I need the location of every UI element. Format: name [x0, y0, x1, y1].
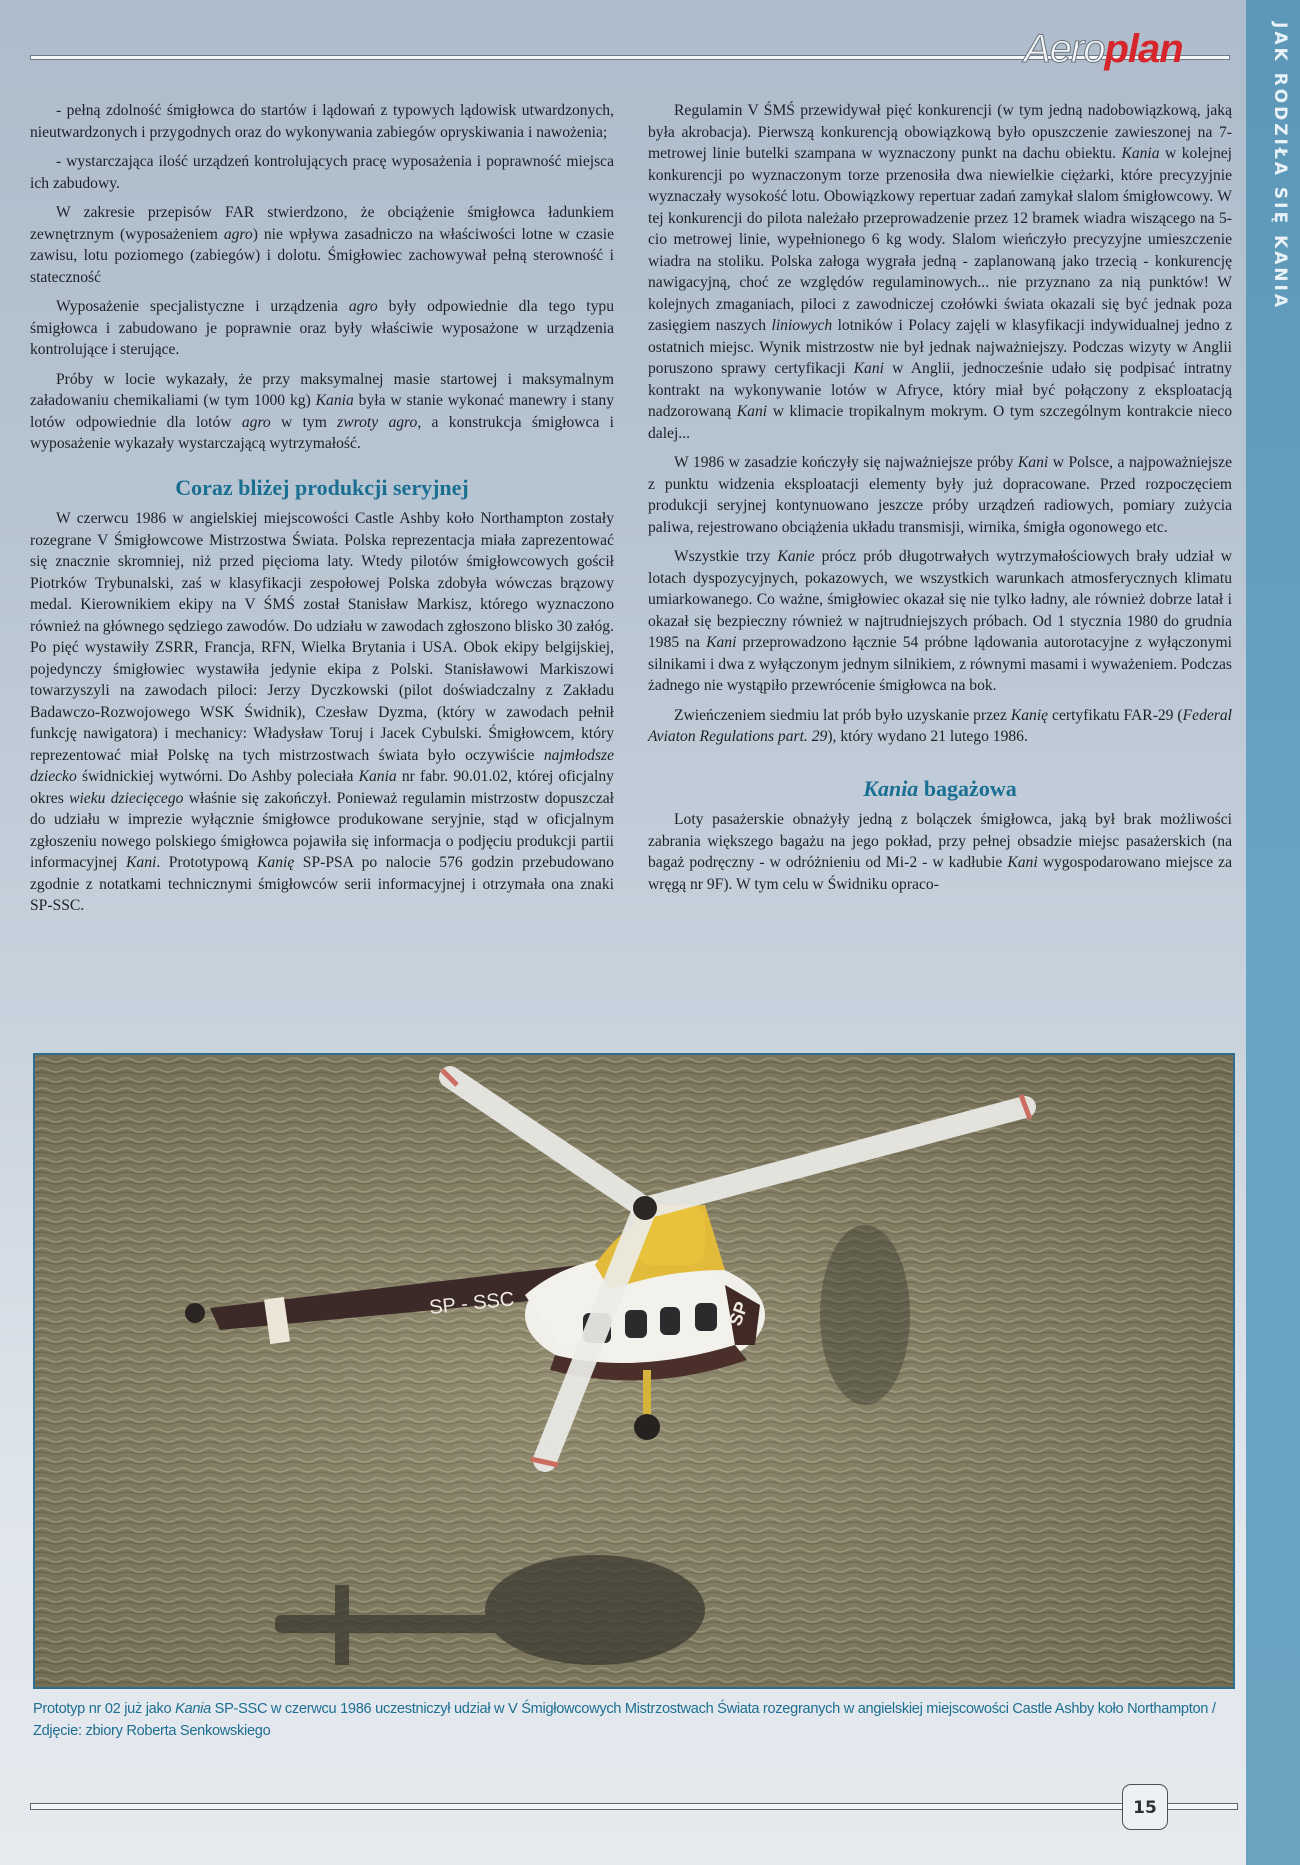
- logo-part-aero: Aero: [1024, 27, 1105, 71]
- italic-term: zwroty agro: [337, 413, 418, 431]
- italic-term: Kania: [1121, 145, 1160, 162]
- footer-rule: [30, 1803, 1238, 1810]
- logo-part-plan: plan: [1104, 27, 1183, 71]
- italic-term: wieku dziecięcego: [69, 789, 184, 807]
- italic-term: Kani: [853, 360, 884, 377]
- section-side-strip: [1246, 0, 1300, 1865]
- italic-term: najmłodsze dziecko: [30, 746, 614, 785]
- italic-term: Kania: [358, 768, 397, 785]
- italic-term: Kanię: [1010, 706, 1049, 724]
- paragraph: - pełną zdolność śmigłowca do startów i lądowań z typowych lądowisk utwardzonych, nieutwardzonych i przygodnych oraz do wykonywania zabiegów opryskiwania i nawożenia;: [30, 102, 614, 141]
- italic-term: agro: [348, 298, 378, 315]
- right-column: [648, 100, 1232, 903]
- photo-caption: [33, 1698, 1238, 1742]
- paragraph: W 1986 w zasadzie kończyły się najważniejsze próby Kani w Polsce, a najpoważniejsze z punktu widzenia eksploatacji elementy były już dopracowane. Przed rozpoczęciem produkcji seryjnej kontynuowano jeszcze próby urządzeń radiowych, pomiary zużycia paliwa, rejestrowano obciążenia układu transmisji, wirnika, śmigła ogonowego etc.: [648, 454, 1232, 536]
- caption-text: Prototyp nr 02 już jako: [33, 1701, 176, 1717]
- paragraph: Loty pasażerskie obnażyły jedną z bolączek śmigłowca, jaką był brak możliwości zabrania większego bagażu na jego pokład, przy pełnej obsadzie miejsc pasażerskich (na bagaż podręczny - w odróżnieniu od Mi-2 - w kadłubie Kani wygospodarowano miejsce za wręgą nr 9F). W tym celu w Świdniku opraco-: [648, 811, 1232, 893]
- paragraph: Wyposażenie specjalistyczne i urządzenia agro były odpowiednie dla tego typu śmigłowca i zabudowano je poprawnie oraz były właściwie wyposażone w urządzenia kontrolujące i sterujące.: [30, 298, 614, 358]
- paragraph: Wszystkie trzy Kanie prócz prób długotrwałych wytrzymałościowych brały udział w lotach dyspozycyjnych, pokazowych, we wszystkich warunkach atmosferycznych klimatu umiarkowanego. Co ważne, śmigłowiec okazał się nie tylko ładny, ale również dobrze latał i okazał się bezpieczny również w najtrudniejszych próbach. Od 1 stycznia 1980 do grudnia 1985 na Kani przeprowadzono łącznie 54 próbne lądowania autorotacyjne z wyłączonymi silnikami i dwa z wyłączonym jednym silnikiem, z równymi masami i wyważeniem. Podczas żadnego nie wystąpiło przewrócenie śmigłowca na bok.: [648, 548, 1233, 694]
- italic-term: Kani: [126, 854, 157, 871]
- paragraph: Próby w locie wykazały, że przy maksymalnej masie startowej i maksymalnym załadowaniu chemikaliami (w tym 1000 kg) Kania była w stanie wykonać manewry i stany lotów odpowiednie dla lotów agro w tym zwroty agro, a konstrukcja śmigłowca i wyposażenie wykazały wystarczającą wytrzymałość.: [30, 370, 615, 452]
- italic-term: Kani: [1017, 454, 1049, 471]
- italic-term: liniowych: [771, 317, 833, 334]
- heading-italic: Kania: [863, 775, 919, 801]
- helicopter-illustration: [35, 1055, 1233, 1687]
- paragraph: Regulamin V ŚMŚ przewidywał pięć konkurencji (w tym jedną nadobowiązkową, jaką była akrobacja). Pierwszą konkurencją obowiązkową było opuszczenie zawieszonej na 7-metrowej linie butelki szampana w wyznaczony punkt na dachu obiektu. Kania w kolejnej konkurencji po wyznaczonym torze przenosiła dwa niewielkie ciężarki, które precyzyjnie wyznaczały wysokość lotu. Obowiązkowy repertuar zadań zamykał slalom śmigłowcowy. W tej konkurencji do pilota należało przeprowadzenie przez 12 bramek wiadra wiszącego na 5-cio metrowej linie, wypełnionego 6 kg wody. Slalom wieńczyło precyzyjne umieszczenie wiadra na stoliku. Polska załoga wygrała jedną - zaplanowaną jako trzecią - konkurencję nawigacyjną, choć ze względów regulaminowych... nie przyznano za nią punktów! W kolejnych zmaganiach, piloci z zawodniczej czołówki świata okazali się być jednak poza zasięgiem naszych liniowych lotników i Polacy zajęli w klasyfikacji indywidualnej jedno z ostatnich miejsc. Wynik mistrzostw nie był jednak najważniejszy. Podczas wizyty w Anglii poruszono sprawy certyfikacji Kani w Anglii, jednocześnie udało się podpisać intratny kontrakt na wykonywanie lotów w Afryce, który miał być połączony z eksploatacją nadzorowaną Kani w klimacie tropikalnym mokrym. O tym szczególnym kontrakcie nieco dalej...: [648, 102, 1232, 442]
- italic-term: agro: [241, 413, 271, 431]
- section-heading: Coraz bliżej produkcji seryjnej: [175, 474, 469, 500]
- registration-marking: SP - SSC: [428, 1288, 516, 1319]
- italic-term: Federal Aviaton Regulations part. 29: [648, 706, 1233, 745]
- magazine-logo: [1018, 26, 1189, 72]
- italic-term: Kani: [1007, 854, 1038, 871]
- helicopter-photo: [33, 1053, 1235, 1689]
- paragraph: W zakresie przepisów FAR stwierdzono, że obciążenie śmigłowca ładunkiem zewnętrznym (wyposażeniem agro) nie wpływa zasadniczo na właściwości lotne w czasie zawisu, lotu poziomego (zabiegów) i dolotu. Śmigłowiec zachowywał pełną sterowność i stateczność: [30, 204, 614, 286]
- italic-term: Kani: [736, 403, 768, 420]
- paragraph: Zwieńczeniem siedmiu lat prób było uzyskanie przez Kanię certyfikatu FAR-29 (Federal Aviaton Regulations part. 29), który wydano 21 lutego 1986.: [648, 706, 1233, 745]
- paragraph: W czerwcu 1986 w angielskiej miejscowości Castle Ashby koło Northampton zostały rozegrane V Śmigłowcowe Mistrzostwa Świata. Polska reprezentacja miała zaprezentować się znacznie skromniej, niż przed pięcioma laty. Wtedy pilotów śmigłowcowych gościł Piotrków Trybunalski, zaś w klasyfikacji zespołowej Polska zdobyła wówczas brązowy medal. Kierownikiem ekipy na V ŚMŚ został Stanisław Markisz, którego wyznaczono również na głównego sędziego zawodów. Do udziału w zawodach zgłoszono blisko 30 załóg. Po pięć wystawiły ZSRR, Francja, RFN, Wielka Brytania i USA. Obok ekipy belgijskiej, pojedynczy śmigłowiec wystawiła jedynie ekipa z Polski. Stanisławowi Markiszowi towarzyszyli na zawodach piloci: Jerzy Dyczkowski (pilot doświadczalny z Zakładu Badawczo-Rozwojowego WSK Świdnik), Czesław Dyzma, (który w zawodach pełnił funkcję nawigatora) i mechanicy: Władysław Toruj i Jacek Cybulski. Śmigłowcem, który reprezentować miał Polskę na tych mistrzostwach świata było oczywiście najmłodsze dziecko świdnickiej wytwórni. Do Ashby poleciała Kania nr fabr. 90.01.02, której oficjalny okres wieku dziecięcego właśnie się zakończył. Ponieważ regulamin mistrzostw dopuszczał do udziału w imprezie wyłącznie śmigłowce produkowane seryjnie, stąd w oficjalnym zgłoszeniu nowego polskiego śmigłowca pojawiła się informacja o podjęciu produkcji partii informacyjnej Kani. Prototypową Kanię SP-PSA po nalocie 576 godzin przebudowano zgodnie z notatkami technicznymi śmigłowców serii informacyjnej i otrzymała ona znaki SP-SSC.: [30, 510, 614, 914]
- italic-term: Kania: [315, 392, 354, 409]
- italic-term: Kanie: [777, 548, 815, 565]
- left-column: [30, 100, 614, 925]
- paragraph: - wystarczająca ilość urządzeń kontrolujących pracę wyposażenia i poprawność miejsca ich zabudowy.: [30, 153, 614, 192]
- nose-marking: SP: [724, 1298, 752, 1329]
- page-number: 15: [1122, 1784, 1168, 1830]
- italic-term: agro: [223, 225, 253, 243]
- caption-italic: Kania: [175, 1701, 211, 1717]
- heading-rest: bagażowa: [918, 775, 1017, 801]
- italic-term: Kani: [706, 634, 737, 651]
- section-title-vertical: JAK RODZIŁA SIĘ KANIA: [1270, 22, 1290, 311]
- caption-text: SP-SSC w czerwcu 1986 uczestniczył udział w V Śmigłowcowych Mistrzostwach Świata rozegranych w angielskiej miejscowości Castle Ashby koło Northampton / Zdjęcie: zbiory Roberta Senkowskiego: [33, 1701, 1216, 1739]
- section-heading: [648, 775, 1232, 801]
- italic-term: Kanię: [257, 854, 295, 871]
